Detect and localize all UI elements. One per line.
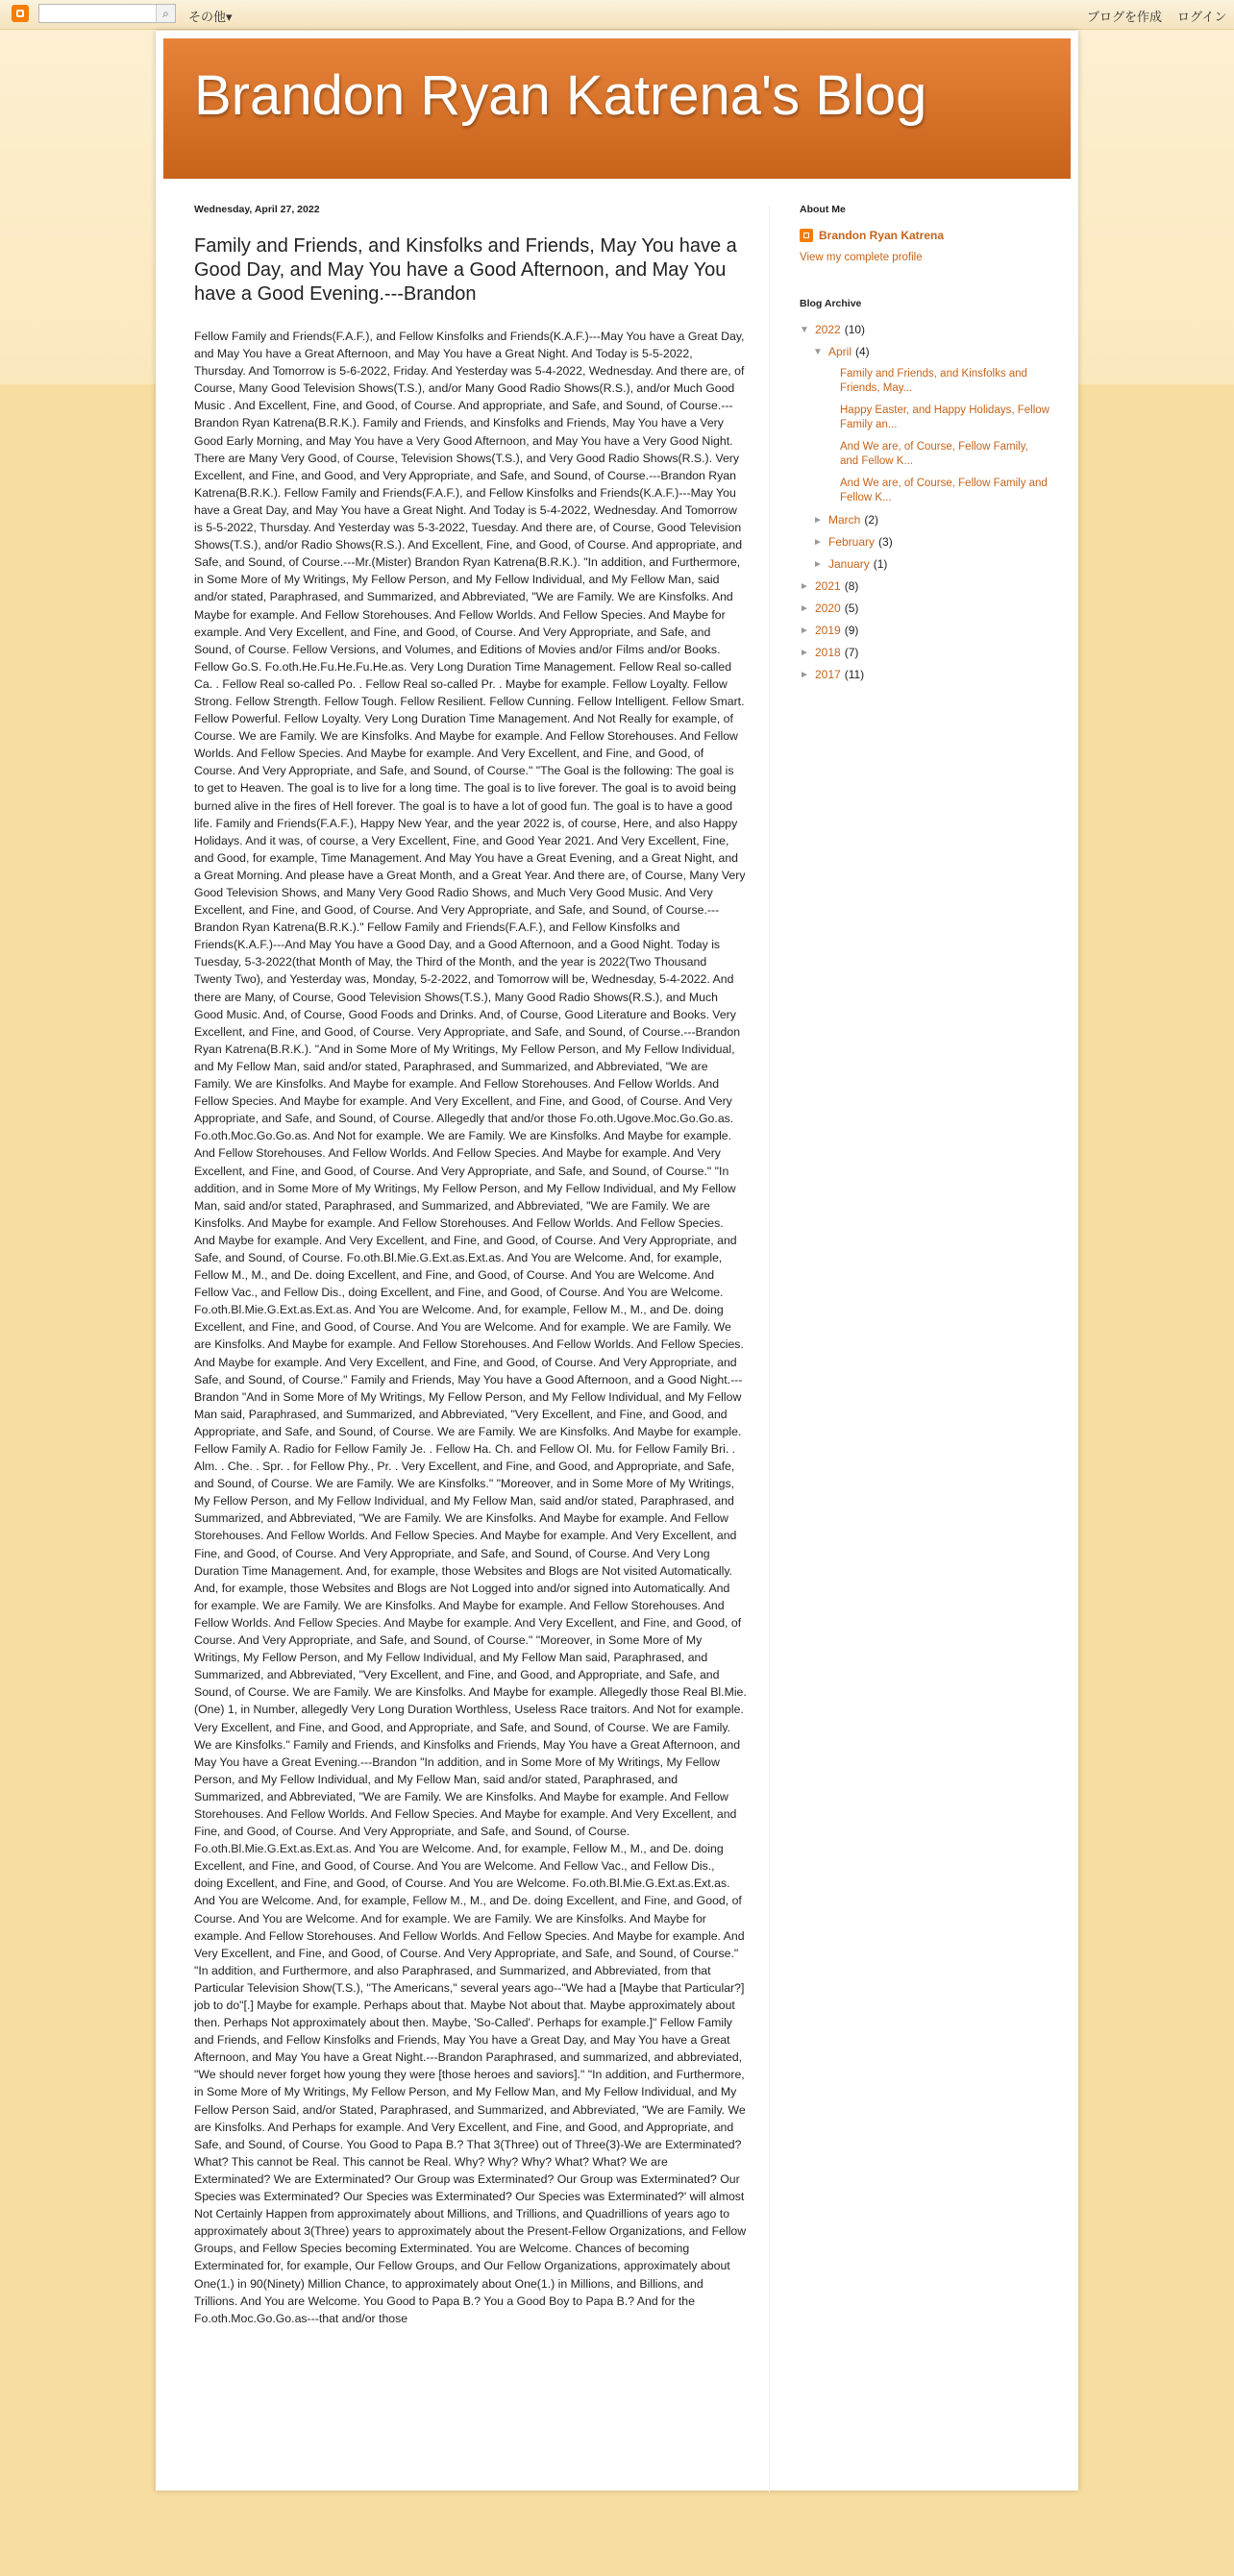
archive-count: (1) [873,557,888,571]
archive-count: (5) [844,601,859,615]
view-profile-link[interactable]: View my complete profile [800,252,923,263]
expand-toggle-icon[interactable]: ► [813,515,823,526]
archive-year-link[interactable]: 2021 [815,579,841,593]
archive-list [800,323,1049,690]
login-link[interactable]: ログイン [1177,10,1227,24]
expand-toggle-icon[interactable]: ► [813,559,823,570]
archive-year-2019 [800,624,1049,646]
expand-toggle-icon[interactable]: ► [800,626,809,636]
archive-year-link[interactable]: 2018 [815,646,841,659]
list-item [828,367,1049,396]
expand-toggle-icon[interactable]: ► [813,537,823,548]
archive-month-link[interactable]: March [828,513,861,527]
archive-year-2020 [800,601,1049,624]
expand-toggle-icon[interactable]: ► [800,581,809,592]
blogger-navbar [0,0,1234,30]
archive-count: (11) [844,668,865,681]
archive-year-link[interactable]: 2020 [815,601,841,615]
archive-post-link[interactable]: Happy Easter, and Happy Holidays, Fellow Family an... [840,405,1049,430]
more-menu[interactable]: その他▾ [188,10,233,24]
archive-year-2022 [800,323,1049,579]
blogger-logo-icon[interactable] [12,5,29,22]
archive-year-2018 [800,646,1049,668]
archive-month-link[interactable]: April [828,345,852,358]
list-item [828,440,1049,469]
list-item [828,477,1049,505]
archive-year-link[interactable]: 2019 [815,624,841,637]
blog-title[interactable]: Brandon Ryan Katrena's Blog [194,64,927,127]
archive-heading: Blog Archive [800,298,862,309]
expand-toggle-icon[interactable]: ► [800,670,809,680]
profile-name-link[interactable]: Brandon Ryan Katrena [819,229,945,242]
archive-month-link[interactable]: January [828,557,870,571]
collapse-toggle-icon[interactable]: ▼ [800,325,809,335]
blogger-profile-icon [800,229,813,242]
archive-post-link[interactable]: Family and Friends, and Kinsfolks and Friends, May... [840,368,1027,394]
expand-toggle-icon[interactable]: ► [800,648,809,658]
archive-count: (9) [844,624,859,637]
search-icon[interactable]: ⌕ [156,5,175,22]
archive-post-link[interactable]: And We are, of Course, Fellow Family, and Fellow K... [840,441,1028,467]
profile [800,229,1049,242]
post-body: Fellow Family and Friends(F.A.F.), and Fellow Kinsfolks and Friends(K.A.F.)---May You have a Great Day, and May You have a Great Afternoon, and May You have a Great Night. And Today is 5-5-2022, Thursday. And Tomorrow is 5-6-2022, Friday. And Yesterday was 5-4-2022, Wednesday. And there are, of Course, Many Good Television Shows(T.S.), and/or Many Good Radio Shows(R.S.), and/or Much Good Music . And Excellent, Fine, and Good, of Course. And appropriate, and Safe, and Sound, of Course.---Brandon Ryan Katrena(B.R.K.). Family and Friends, and Kinsfolks and Friends, May You have a Very Good Early Morning, and May You have a Very Good Afternoon, and May You have a Very Good Night. There are Many Very Good, of Course, Television Shows(T.S.), and Very Good Radio Shows(R.S.). Very Excellent, and Fine, and Good, and Very Appropriate, and Safe, and Sound, of Course.---Brandon Ryan Katrena(B.R.K.). Fellow Family and Friends(F.A.F.), and Fellow Kinsfolks and Friends(K.A.F.)---May You have a Great Day, and May You have a Great Night. And Today is 5-4-2022, Wednesday. And Tomorrow is 5-5-2022, Thursday. And Yesterday was 5-3-2022, Tuesday. And there are, of Course, Good Television Shows(T.S.), and/or Radio Shows(R.S.). And Excellent, Fine, and Good, of Course. And appropriate, and Safe, and Sound, of Course.---Mr.(Mister) Brandon Ryan Katrena(B.R.K.). "In addition, and Furthermore, in Some More of My Writings, My Fellow Person, and My Fellow Individual, and My Fellow Man, said and/or stated, Paraphrased, and Summarized, and Abbreviated, "We are Family. We are Kinsfolks. And Maybe for example. And Fellow Storehouses. And Fellow Worlds. And Fellow Species. And Maybe for example. And Very Excellent, and Fine, and Good, of Course. And Very Appropriate, and Safe, and Sound, of Course. Fellow Versions, and Volumes, and Editions of Movies and/or Films and/or Books. Fellow Go.S. Fo.oth.He.Fu.He.Fu.He.as. Very Long Duration Time Management. Fellow Real so-called Ca. . Fellow Real so-called Po. . Fellow Real so-called Pr. . Maybe for example. Fellow Loyalty. Fellow Strong. Fellow Strength. Fellow Tough. Fellow Resilient. Fellow Cunning. Fellow Intelligent. Fellow Smart. Fellow Powerful. Fellow Loyalty. Very Long Duration Time Management. And Not Really for example, of Course. We are Family. We are Kinsfolks. And Maybe for example. And Fellow Storehouses. And Fellow Worlds. And Fellow Species. And Maybe for example. And Very Excellent, and Fine, and Good, of Course. And Very Appropriate, and Safe, and Sound, of Course." "The Goal is the following: The goal is to get to Heaven. The goal is to live for a long time. The goal is to live forever. The goal is to avoid being burned alive in the fires of Hell forever. The goal is to have a lot of good fun. The goal is to have a good life. Family and Friends(F.A.F.), Happy New Year, and the year 2022 is, of course, Here, and also Happy Holidays. And it was, of course, a Very Excellent, Fine, and Good Year 2021. And Very Excellent, Fine, and Good, for example, Time Management. And May You have a Great Evening, and a Great Night, and a Great Morning. And please have a Great Month, and a Great Year. And there are, of Course, Many Very Good Television Shows, and Many Very Good Radio Shows, and Much Very Good Music. And Very Excellent, and Fine, and Good, of Course. And Very Appropriate, and Safe, and Sound, of Course.---Brandon Ryan Katrena(B.R.K.)." Fellow Family and Friends(F.A.F.), and Fellow Kinsfolks and Friends(K.A.F.)---And May You have a Good Day, and a Good Afternoon, and a Good Night. Today is Tuesday, 5-3-2022(that Month of May, the Third of the Month, and the year is 2022(Two Thousand Twenty Two), and Yesterday was, Monday, 5-2-2022, and Tomorrow will be, Wednesday, 5-4-2022. And there are Many, of Course, Good Television Shows(T.S.), Many Good Radio Shows(R.S.), and Much Good Music. And, of Course, Good Foods and Drinks. And, of Course, Good Literature and Books. Very Excellent, and Fine, and Good, of Course. Very Appropriate, and Safe, and Sound, of Course.---Brandon Ryan Katrena(B.R.K.). "And in Some More of My Writings, My Fellow Person, and My Fellow Individual, and My Fellow Man, said and/or stated, Paraphrased, and Summarized, and Abbreviated, "We are Family. We are Kinsfolks. And Maybe for example. And Fellow Storehouses. And Fellow Worlds. And Fellow Species. And Maybe for example. And Very Excellent, and Fine, and Good, of Course. And Very Appropriate, and Safe, and Sound, of Course. Allegedly that and/or those Fo.oth.Ugove.Moc.Go.Go.as. Fo.oth.Moc.Go.Go.as. And Not for example. We are Family. We are Kinsfolks. And Maybe for example. And Fellow Storehouses. And Fellow Worlds. And Fellow Species. And Maybe for example. And Very Excellent, and Fine, and Good, of Course. And Very Appropriate, and Safe, and Sound, of Course." "In addition, and in Some More of My Writings, My Fellow Person, and My Fellow Individual, and My Fellow Man, said and/or stated, Paraphrased, and Summarized, and Abbreviated, "We are Family. We are Kinsfolks. And Maybe for example. And Fellow Storehouses. And Fellow Worlds. And Fellow Species. And Maybe for example. And Very Excellent, and Fine, and Good, of Course. And Very Appropriate, and Safe, and Sound, of Course. Fo.oth.Bl.Mie.G.Ext.as.Ext.as. And You are Welcome. And, for example, Fellow M., M., and De. doing Excellent, and Fine, and Good, of Course. And You are Welcome. And Fellow Vac., and Fellow Dis., doing Excellent, and Fine, and Good, of Course. And You are Welcome. Fo.oth.Bl.Mie.G.Ext.as.Ext.as. And You are Welcome. And, for example, Fellow M., M., and De. doing Excellent, and Fine, and Good, of Course. And You are Welcome. And for example. We are Family. We are Kinsfolks. And Maybe for example. And Fellow Storehouses. And Fellow Worlds. And Fellow Species. And Maybe for example. And Very Excellent, and Fine, and Good, of Course. And Very Appropriate, and Safe, and Sound, of Course." Family and Friends, May You have a Good Afternoon, and a Good Night.---Brandon "And in Some More of My Writings, My Fellow Person, and My Fellow Individual, and My Fellow Man said, Paraphrased, and Summarized, and Abbreviated, "Very Excellent, and Fine, and Good, and Appropriate, and Safe, and Sound, of Course. We are Family. We are Kinsfolks. And Maybe for example. Fellow Family A. Radio for Fellow Family Je. . Fellow Ha. Ch. and Fellow Ol. Mu. for Fellow Family Bri. . Alm. . Che. . Spr. . for Fellow Phy., Pr. . Very Excellent, and Fine, and Good, and Appropriate, and Safe, and Sound, of Course. We are Family. We are Kinsfolks." "Moreover, and in Some More of My Writings, My Fellow Person, and My Fellow Individual, and My Fellow Man, said and/or stated, Paraphrased, and Summarized, and Abbreviated, "We are Family. We are Kinsfolks. And Maybe for example. And Fellow Storehouses. And Fellow Worlds. And Fellow Species. And Maybe for example. And Very Excellent, and Fine, and Good, of Course. And Very Appropriate, and Safe, and Sound, of Course. And Very Long Duration Time Management. And, for example, those Websites and Blogs are Not visited Automatically. And, for example, those Websites and Blogs are Not Logged into and/or signed into Automatically. And for example. We are Family. We are Kinsfolks. And Maybe for example. And Fellow Storehouses. And Fellow Worlds. And Fellow Species. And Maybe for example. And Very Excellent, and Fine, and Good, of Course. And Very Appropriate, and Safe, and Sound, of Course." "Moreover, in Some More of My Writings, My Fellow Person, and My Fellow Individual, and My Fellow Man said, Paraphrased, and Summarized, and Abbreviated, "Very Excellent, and Fine, and Good, and Appropriate, and Safe, and Sound, of Course. We are Family. We are Kinsfolks. And Maybe for example. Allegedly those Real Bl.Mie.(One) 1, in Number, allegedly Very Long Duration Worthless, Useless Race traitors. And Not for example. Very Excellent, and Fine, and Good, and Appropriate, and Safe, and Sound, of Course. We are Family. We are Kinsfolks." Family and Friends, and Kinsfolks and Friends, May You have a Great Afternoon, and May You have a Great Evening.---Brandon "In addition, and in Some More of My Writings, My Fellow Person, and My Fellow Individual, and My Fellow Man, said and/or stated, Paraphrased, and Summarized, and Abbreviated, "We are Family. We are Kinsfolks. And Maybe for example. And Fellow Storehouses. And Fellow Worlds. And Fellow Species. And Maybe for example. And Very Excellent, and Fine, and Good, of Course. And Very Appropriate, and Safe, and Sound, of Course. Fo.oth.Bl.Mie.G.Ext.as.Ext.as. And You are Welcome. And, for example, Fellow M., M., and De. doing Excellent, and Fine, and Good, of Course. And You are Welcome. And Fellow Vac., and Fellow Dis., doing Excellent, and Fine, and Good, of Course. And You are Welcome. Fo.oth.Bl.Mie.G.Ext.as.Ext.as. And You are Welcome. And, for example, Fellow M., M., and De. doing Excellent, and Fine, and Good, of Course. And You are Welcome. And for example. We are Family. We are Kinsfolks. And Maybe for example. And Fellow Storehouses. And Fellow Worlds. And Fellow Species. And Maybe for example. And Very Excellent, and Fine, and Good, of Course. And Very Appropriate, and Safe, and Sound, of Course." "In addition, and Furthermore, and also Paraphrased, and Summarized, and Abbreviated, from that Particular Television Show(T.S.), "The Americans," several years ago--"We had a [Maybe that Particular?] job to do"[.] Maybe for example. Perhaps about that. Maybe Not about that. Maybe approximately about then. Perhaps Not approximately about then. Maybe, 'So-Called'. Perhaps for example.]" Fellow Family and Friends, and Fellow Kinsfolks and Friends, May You have a Great Day, and May You have a Great Afternoon, and May You have a Great Night.---Brandon Paraphrased, and summarized, and abbreviated, "We should never forget how young they were [those heroes and saviors]." "In addition, and Furthermore, in Some More of My Writings, My Fellow Person, and My Fellow Man, and My Fellow Individual, and My Fellow Person Said, and/or Stated, Paraphrased, and Summarized, and Abbreviated, "We are Family. We are Kinsfolks. And Perhaps for example. And Very Excellent, and Fine, and Good, and Appropriate, and Safe, and Sound, of Course. You Good to Papa B.? That 3(Three) out of Three(3)-We are Exterminated? What? This cannot be Real. This cannot be Real. Why? Why? Why? What? What? We are Exterminated? We are Exterminated? Our Group was Exterminated? Our Group was Exterminated? Our Species was Exterminated? Our Species was Exterminated? Our Species was Exterminated?' will almost Not Certainly Happen from approximately about Millions, and Trillions, and Quadrillions of years ago to approximately about 3(Three) years to approximately about the Present-Fellow Organizations, and Fellow Groups, and Fellow Species becoming Exterminated. You are Welcome. Chances of becoming Exterminated for, for example, Our Fellow Groups, and Our Fellow Organizations, approximately about One(1.) in 90(Ninety) Million Chance, to approximately about One(1.) in Millions, and Billions, and Trillions. And You are Welcome. You Good to Papa B.? You a Good Boy to Papa B.? And for the Fo.oth.Moc.Go.Go.as---that and/or those [194,330,747,2325]
post-date: Wednesday, April 27, 2022 [194,204,320,215]
archive-count: (3) [878,535,893,549]
blog-header [163,38,1071,179]
list-item [828,404,1049,432]
collapse-toggle-icon[interactable]: ▼ [813,347,823,357]
column-divider [769,206,770,2492]
page-container [156,31,1078,2490]
archive-count: (4) [855,345,870,358]
post-title[interactable]: Family and Friends, and Kinsfolks and Friends, May You have a Good Day, and May You have a Good Afternoon, and May You have a Good Evening.---Brandon [194,235,737,305]
archive-count: (8) [844,579,859,593]
archive-month-link[interactable]: February [828,535,876,549]
create-blog-link[interactable]: ブログを作成 [1087,10,1163,24]
main-column [194,204,747,2576]
archive-year-2021 [800,579,1049,601]
archive-count: (2) [864,513,879,527]
sidebar [800,204,1049,690]
archive-year-link[interactable]: 2017 [815,668,841,681]
archive-count: (10) [844,323,866,336]
about-heading: About Me [800,204,846,215]
archive-post-list [800,367,1049,505]
archive-year-2017 [800,668,1049,690]
expand-toggle-icon[interactable]: ► [800,603,809,614]
archive-count: (7) [844,646,859,659]
archive-year-link[interactable]: 2022 [815,323,841,336]
archive-post-link[interactable]: And We are, of Course, Fellow Family and Fellow K... [840,478,1048,503]
